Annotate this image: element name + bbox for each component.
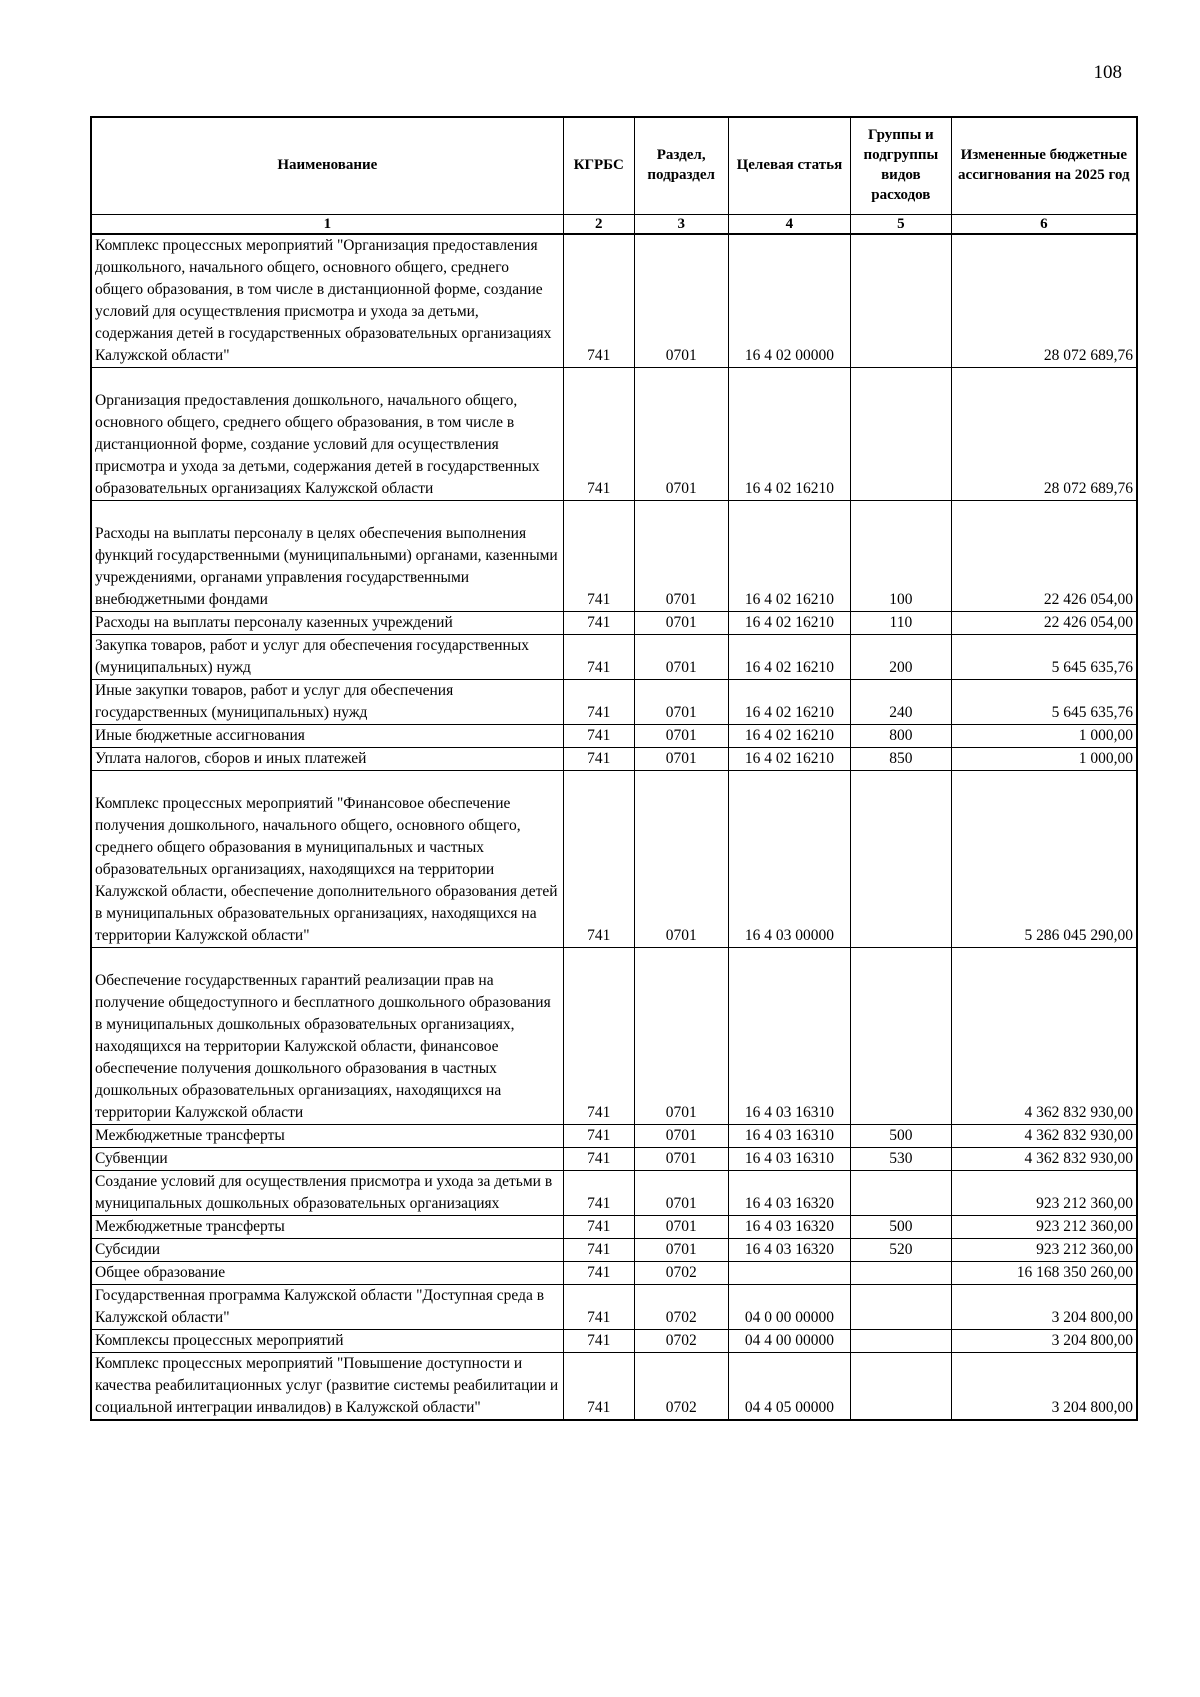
row-kgrbs-text: 741	[587, 1332, 611, 1349]
row-kgrbs	[563, 1148, 634, 1171]
row-target-text: 16 4 03 16320	[744, 1195, 834, 1212]
header-name: Наименование	[91, 117, 563, 215]
row-amount	[951, 1353, 1137, 1421]
row-amount-text: 3 204 800,00	[1051, 1332, 1133, 1349]
row-gap-spacer	[95, 368, 560, 390]
row-target	[728, 1353, 850, 1421]
row-amount-text: 1 000,00	[1078, 727, 1133, 744]
row-group	[851, 1125, 952, 1148]
row-target-text: 16 4 02 16210	[744, 727, 834, 744]
row-target	[728, 748, 850, 771]
row-group	[851, 1353, 952, 1421]
row-target-text: 16 4 03 16310	[744, 1104, 834, 1121]
table-row	[91, 635, 1137, 680]
row-target-text: 16 4 03 00000	[744, 927, 834, 944]
row-target	[728, 1171, 850, 1216]
row-amount-text: 4 362 832 930,00	[1024, 1104, 1133, 1121]
row-amount	[951, 748, 1137, 771]
row-kgrbs	[563, 725, 634, 748]
row-target-text: 16 4 03 16310	[744, 1127, 834, 1144]
row-section-text: 0702	[665, 1264, 697, 1281]
table-row	[91, 368, 1137, 501]
row-target	[728, 1125, 850, 1148]
row-kgrbs-text: 741	[587, 1241, 611, 1258]
row-amount-text: 923 212 360,00	[1036, 1241, 1133, 1258]
row-name-text: Межбюджетные трансферты	[95, 1127, 285, 1144]
row-target	[728, 1148, 850, 1171]
row-kgrbs	[563, 1239, 634, 1262]
row-kgrbs	[563, 748, 634, 771]
table-row	[91, 1125, 1137, 1148]
column-number: 2	[563, 215, 634, 235]
row-section	[634, 1171, 728, 1216]
row-target-text: 04 4 00 00000	[744, 1332, 834, 1349]
row-name-text: Комплекс процессных мероприятий "Финансовое обеспечение получения дошкольного, начального общего, основного общего, среднего общего образования в муниципальных и частных образовательных организациях, находящихся на территории Калужской области, обеспечение дополнительного образования детей в муниципальных образовательных организациях, находящихся на территории Калужской области"	[95, 795, 558, 944]
row-target	[728, 725, 850, 748]
row-kgrbs-text: 741	[587, 1150, 611, 1167]
row-section	[634, 612, 728, 635]
row-amount-text: 22 426 054,00	[1043, 614, 1133, 631]
table-body	[91, 234, 1137, 1420]
row-target-text: 16 4 02 16210	[744, 750, 834, 767]
row-section	[634, 680, 728, 725]
row-name	[91, 1353, 563, 1421]
row-amount	[951, 1239, 1137, 1262]
row-kgrbs-text: 741	[587, 704, 611, 721]
row-kgrbs-text: 741	[587, 1264, 611, 1281]
row-kgrbs	[563, 680, 634, 725]
row-kgrbs	[563, 948, 634, 1125]
row-name-text: Обеспечение государственных гарантий реализации прав на получение общедоступного и бесплатного дошкольного образования в муниципальных дошкольных образовательных организациях, находящихся на территории Калужской области, финансовое обеспечение получения дошкольного образования в частных дошкольных образовательных организациях, находящихся на территории Калужской области	[95, 972, 551, 1121]
column-number: 3	[634, 215, 728, 235]
row-section	[634, 368, 728, 501]
row-name	[91, 612, 563, 635]
row-kgrbs-text: 741	[587, 927, 611, 944]
row-target-text: 04 0 00 00000	[744, 1309, 834, 1326]
row-amount	[951, 1125, 1137, 1148]
row-group	[851, 635, 952, 680]
row-group	[851, 1330, 952, 1353]
row-target	[728, 1262, 850, 1285]
row-kgrbs	[563, 1262, 634, 1285]
row-name	[91, 1330, 563, 1353]
row-target	[728, 1239, 850, 1262]
row-target-text: 16 4 03 16310	[744, 1150, 834, 1167]
row-kgrbs-text: 741	[587, 750, 611, 767]
row-section	[634, 1330, 728, 1353]
row-kgrbs	[563, 771, 634, 948]
row-amount	[951, 1148, 1137, 1171]
row-target	[728, 368, 850, 501]
row-name-text: Субвенции	[95, 1150, 168, 1167]
row-section-text: 0701	[665, 614, 697, 631]
row-kgrbs-text: 741	[587, 1309, 611, 1326]
row-group	[851, 748, 952, 771]
row-name	[91, 1171, 563, 1216]
header-amount: Измененные бюджетные ассигнования на 2025 год	[951, 117, 1137, 215]
row-section	[634, 1216, 728, 1239]
row-name	[91, 1148, 563, 1171]
table-row	[91, 501, 1137, 612]
row-section-text: 0701	[665, 704, 697, 721]
row-amount-text: 4 362 832 930,00	[1024, 1150, 1133, 1167]
row-group	[851, 771, 952, 948]
row-name	[91, 501, 563, 612]
table-row	[91, 1330, 1137, 1353]
row-group-text: 800	[889, 727, 913, 744]
row-kgrbs	[563, 1125, 634, 1148]
row-amount-text: 923 212 360,00	[1036, 1218, 1133, 1235]
row-amount	[951, 1216, 1137, 1239]
row-amount-text: 5 286 045 290,00	[1024, 927, 1133, 944]
row-section-text: 0702	[665, 1309, 697, 1326]
row-target-text: 16 4 02 16210	[744, 591, 834, 608]
row-section-text: 0701	[665, 480, 697, 497]
row-kgrbs	[563, 368, 634, 501]
table-row	[91, 1171, 1137, 1216]
row-name-text: Субсидии	[95, 1241, 161, 1258]
row-name-text: Государственная программа Калужской области "Доступная среда в Калужской области"	[95, 1287, 545, 1326]
row-target	[728, 1216, 850, 1239]
table-row	[91, 1216, 1137, 1239]
row-amount-text: 1 000,00	[1078, 750, 1133, 767]
row-section-text: 0701	[665, 347, 697, 364]
row-section-text: 0701	[665, 1127, 697, 1144]
row-target	[728, 680, 850, 725]
row-name	[91, 234, 563, 368]
row-target-text: 16 4 02 16210	[744, 614, 834, 631]
row-group-text: 530	[889, 1150, 913, 1167]
table-row	[91, 680, 1137, 725]
row-kgrbs	[563, 1353, 634, 1421]
row-name	[91, 1216, 563, 1239]
row-kgrbs	[563, 635, 634, 680]
row-section	[634, 771, 728, 948]
row-group	[851, 948, 952, 1125]
row-amount	[951, 1330, 1137, 1353]
row-amount	[951, 234, 1137, 368]
row-group	[851, 1171, 952, 1216]
row-section-text: 0701	[665, 1150, 697, 1167]
row-section-text: 0701	[665, 1218, 697, 1235]
row-section	[634, 1262, 728, 1285]
row-name-text: Общее образование	[95, 1264, 226, 1281]
table-row	[91, 1285, 1137, 1330]
row-amount	[951, 1285, 1137, 1330]
row-group	[851, 725, 952, 748]
row-target-text: 16 4 02 16210	[744, 659, 834, 676]
row-amount	[951, 771, 1137, 948]
row-amount-text: 923 212 360,00	[1036, 1195, 1133, 1212]
row-name	[91, 635, 563, 680]
row-amount-text: 16 168 350 260,00	[1016, 1264, 1133, 1281]
row-kgrbs	[563, 501, 634, 612]
row-kgrbs-text: 741	[587, 480, 611, 497]
row-target-text: 16 4 03 16320	[744, 1241, 834, 1258]
column-number-row	[91, 215, 1137, 235]
row-name	[91, 1262, 563, 1285]
row-kgrbs-text: 741	[587, 659, 611, 676]
row-name-text: Комплексы процессных мероприятий	[95, 1332, 344, 1349]
row-group-text: 240	[889, 704, 913, 721]
row-group	[851, 1262, 952, 1285]
row-amount	[951, 368, 1137, 501]
budget-table	[90, 116, 1138, 1421]
row-target-text: 16 4 02 16210	[744, 480, 834, 497]
row-target	[728, 948, 850, 1125]
row-name-text: Расходы на выплаты персоналу казенных учреждений	[95, 614, 453, 631]
column-number: 5	[851, 215, 952, 235]
row-group-text: 520	[889, 1241, 913, 1258]
row-section	[634, 1125, 728, 1148]
row-kgrbs-text: 741	[587, 727, 611, 744]
row-gap-spacer	[95, 771, 560, 793]
row-name	[91, 948, 563, 1125]
row-name	[91, 1285, 563, 1330]
row-name	[91, 748, 563, 771]
row-kgrbs	[563, 1330, 634, 1353]
row-target-text: 04 4 05 00000	[744, 1399, 834, 1416]
row-section-text: 0701	[665, 1241, 697, 1258]
row-amount	[951, 680, 1137, 725]
row-amount-text: 28 072 689,76	[1043, 480, 1133, 497]
table-row	[91, 725, 1137, 748]
row-section-text: 0701	[665, 750, 697, 767]
row-group-text: 500	[889, 1218, 913, 1235]
row-amount-text: 3 204 800,00	[1051, 1309, 1133, 1326]
row-target	[728, 1285, 850, 1330]
row-kgrbs-text: 741	[587, 614, 611, 631]
column-number: 4	[728, 215, 850, 235]
row-kgrbs	[563, 1285, 634, 1330]
row-target	[728, 635, 850, 680]
row-name-text: Комплекс процессных мероприятий "Повышение доступности и качества реабилитационных услуг (развитие системы реабилитации и социальной интеграции инвалидов) в Калужской области"	[95, 1355, 559, 1416]
row-amount-text: 5 645 635,76	[1051, 659, 1133, 676]
row-section	[634, 1285, 728, 1330]
table-row	[91, 612, 1137, 635]
row-section-text: 0702	[665, 1399, 697, 1416]
page-number: 108	[1093, 62, 1122, 83]
row-group-text: 850	[889, 750, 913, 767]
row-amount-text: 4 362 832 930,00	[1024, 1127, 1133, 1144]
row-name	[91, 680, 563, 725]
row-target-text: 16 4 03 16320	[744, 1218, 834, 1235]
row-section	[634, 725, 728, 748]
header-section: Раздел, подраздел	[634, 117, 728, 215]
row-group	[851, 1285, 952, 1330]
header-target: Целевая статья	[728, 117, 850, 215]
row-kgrbs	[563, 234, 634, 368]
row-gap-spacer	[95, 948, 560, 970]
row-name-text: Уплата налогов, сборов и иных платежей	[95, 750, 367, 767]
table-row	[91, 748, 1137, 771]
row-section	[634, 1353, 728, 1421]
row-kgrbs	[563, 1171, 634, 1216]
row-kgrbs	[563, 1216, 634, 1239]
table-row	[91, 1239, 1137, 1262]
row-kgrbs-text: 741	[587, 1127, 611, 1144]
row-amount-text: 28 072 689,76	[1043, 347, 1133, 364]
row-amount-text: 5 645 635,76	[1051, 704, 1133, 721]
row-name	[91, 725, 563, 748]
row-amount	[951, 725, 1137, 748]
row-kgrbs-text: 741	[587, 1195, 611, 1212]
row-section-text: 0701	[665, 1195, 697, 1212]
column-number: 1	[91, 215, 563, 235]
row-group	[851, 612, 952, 635]
row-name	[91, 368, 563, 501]
row-amount	[951, 1262, 1137, 1285]
row-section-text: 0701	[665, 591, 697, 608]
row-section-text: 0701	[665, 727, 697, 744]
row-amount	[951, 948, 1137, 1125]
row-kgrbs-text: 741	[587, 1399, 611, 1416]
row-section	[634, 501, 728, 612]
row-name-text: Иные закупки товаров, работ и услуг для обеспечения государственных (муниципальных) нужд	[95, 682, 454, 721]
table-row	[91, 234, 1137, 368]
table-row	[91, 1262, 1137, 1285]
row-target-text: 16 4 02 16210	[744, 704, 834, 721]
row-group	[851, 1216, 952, 1239]
row-name-text: Межбюджетные трансферты	[95, 1218, 285, 1235]
row-kgrbs-text: 741	[587, 1218, 611, 1235]
column-number: 6	[951, 215, 1137, 235]
row-section-text: 0702	[665, 1332, 697, 1349]
row-name-text: Организация предоставления дошкольного, начального общего, основного общего, среднего общего образования, в том числе в дистанционной форме, создание условий для осуществления присмотра и ухода за детьми, содержания детей в государственных образовательных организациях Калужской области	[95, 392, 540, 497]
row-name-text: Расходы на выплаты персоналу в целях обеспечения выполнения функций государственными (муниципальными) органами, казенными учреждениями, органами управления государственными внебюджетными фондами	[95, 525, 558, 608]
row-group	[851, 368, 952, 501]
row-amount	[951, 612, 1137, 635]
row-amount-text: 22 426 054,00	[1043, 591, 1133, 608]
row-section	[634, 635, 728, 680]
row-group	[851, 1148, 952, 1171]
row-section	[634, 1148, 728, 1171]
row-target	[728, 612, 850, 635]
header-groups: Группы и подгруппы видов расходов	[851, 117, 952, 215]
row-name	[91, 771, 563, 948]
row-group	[851, 234, 952, 368]
row-section	[634, 948, 728, 1125]
row-kgrbs	[563, 612, 634, 635]
row-name-text: Создание условий для осуществления присмотра и ухода за детьми в муниципальных дошкольных образовательных организациях	[95, 1173, 553, 1212]
row-name	[91, 1125, 563, 1148]
row-group-text: 110	[889, 614, 913, 631]
row-kgrbs-text: 741	[587, 347, 611, 364]
row-target	[728, 1330, 850, 1353]
table-row	[91, 771, 1137, 948]
row-section	[634, 1239, 728, 1262]
row-target-text: 16 4 02 00000	[744, 347, 834, 364]
row-target	[728, 234, 850, 368]
row-amount	[951, 501, 1137, 612]
row-section	[634, 748, 728, 771]
row-name-text: Комплекс процессных мероприятий "Организация предоставления дошкольного, начального общего, основного общего, среднего общего образования, в том числе в дистанционной форме, создание условий для осуществления присмотра и ухода за детьми, содержания детей в государственных образовательных организациях Калужской области"	[95, 237, 552, 364]
row-name-text: Закупка товаров, работ и услуг для обеспечения государственных (муниципальных) нужд	[95, 637, 530, 676]
row-target	[728, 771, 850, 948]
row-amount-text: 3 204 800,00	[1051, 1399, 1133, 1416]
row-gap-spacer	[95, 501, 560, 523]
row-kgrbs-text: 741	[587, 1104, 611, 1121]
header-kgrbs: КГРБС	[563, 117, 634, 215]
row-kgrbs-text: 741	[587, 591, 611, 608]
table-row	[91, 1148, 1137, 1171]
row-group-text: 500	[889, 1127, 913, 1144]
row-section-text: 0701	[665, 927, 697, 944]
row-name	[91, 1239, 563, 1262]
table-row	[91, 948, 1137, 1125]
row-group	[851, 501, 952, 612]
row-section-text: 0701	[665, 659, 697, 676]
row-group-text: 200	[889, 659, 913, 676]
row-group-text: 100	[889, 591, 913, 608]
row-amount	[951, 1171, 1137, 1216]
row-group	[851, 1239, 952, 1262]
row-target	[728, 501, 850, 612]
row-name-text: Иные бюджетные ассигнования	[95, 727, 305, 744]
row-amount	[951, 635, 1137, 680]
row-section	[634, 234, 728, 368]
row-group	[851, 680, 952, 725]
row-section-text: 0701	[665, 1104, 697, 1121]
table-row	[91, 1353, 1137, 1421]
header-row	[91, 117, 1137, 215]
